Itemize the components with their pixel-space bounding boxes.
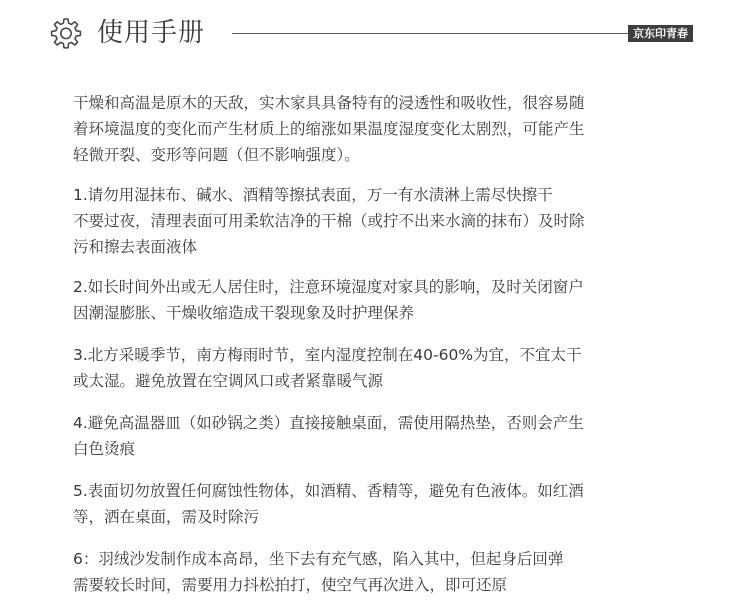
paragraph-line: 1.请勿用湿抹布、碱水、酒精等擦拭表面，万一有水渍淋上需尽快擦干 (73, 186, 553, 204)
paragraph-line: 4.避免高温器皿（如砂锅之类）直接接触桌面，需使用隔热垫，否则会产生 (73, 414, 584, 432)
paragraph-line: 白色烫痕 (73, 440, 136, 458)
brand-watermark: 京东印青春 (628, 25, 693, 42)
paragraph-line: 5.表面切勿放置任何腐蚀性物体，如酒精、香精等，避免有色液体。如红酒 (73, 482, 584, 500)
intro-paragraph (73, 90, 733, 168)
tip-item-3 (73, 342, 733, 394)
paragraph-line: 干燥和高温是原木的天敌，实木家具具备特有的浸透性和吸收性，很容易随 (73, 94, 585, 112)
gear-icon (49, 17, 83, 51)
paragraph-line: 等，洒在桌面，需及时除污 (73, 508, 260, 526)
tip-item-5 (73, 478, 733, 530)
paragraph-line: 2.如长时间外出或无人居住时，注意环境湿度对家具的影响，及时关闭窗户 (73, 278, 584, 296)
paragraph-line: 6：羽绒沙发制作成本高昂，坐下去有充气感，陷入其中，但起身后回弹 (73, 550, 564, 568)
manual-content (73, 90, 733, 598)
tip-item-2 (73, 274, 733, 326)
paragraph-line: 轻微开裂、变形等问题（但不影响强度）。 (73, 146, 360, 164)
section-header (0, 0, 750, 70)
paragraph-line: 污和擦去表面液体 (73, 238, 198, 256)
paragraph-line: 不要过夜，清理表面可用柔软洁净的干棉（或拧不出来水滴的抹布）及时除 (73, 212, 585, 230)
paragraph-line: 因潮湿膨胀、干燥收缩造成干裂现象及时护理保养 (73, 304, 415, 322)
tip-item-1 (73, 182, 733, 260)
tip-item-6 (73, 546, 733, 598)
paragraph-line: 或太湿。避免放置在空调风口或者紧靠暖气源 (73, 372, 384, 390)
paragraph-line: 着环境温度的变化而产生材质上的缩涨如果温度湿度变化太剧烈，可能产生 (73, 120, 585, 138)
tip-item-4 (73, 410, 733, 462)
header-divider (232, 33, 628, 34)
page-title: 使用手册 (97, 18, 206, 48)
paragraph-line: 需要较长时间，需要用力抖松拍打，使空气再次进入，即可还原 (73, 576, 508, 594)
paragraph-line: 3.北方采暖季节，南方梅雨时节，室内湿度控制在40-60%为宜，不宜太干 (73, 346, 582, 364)
